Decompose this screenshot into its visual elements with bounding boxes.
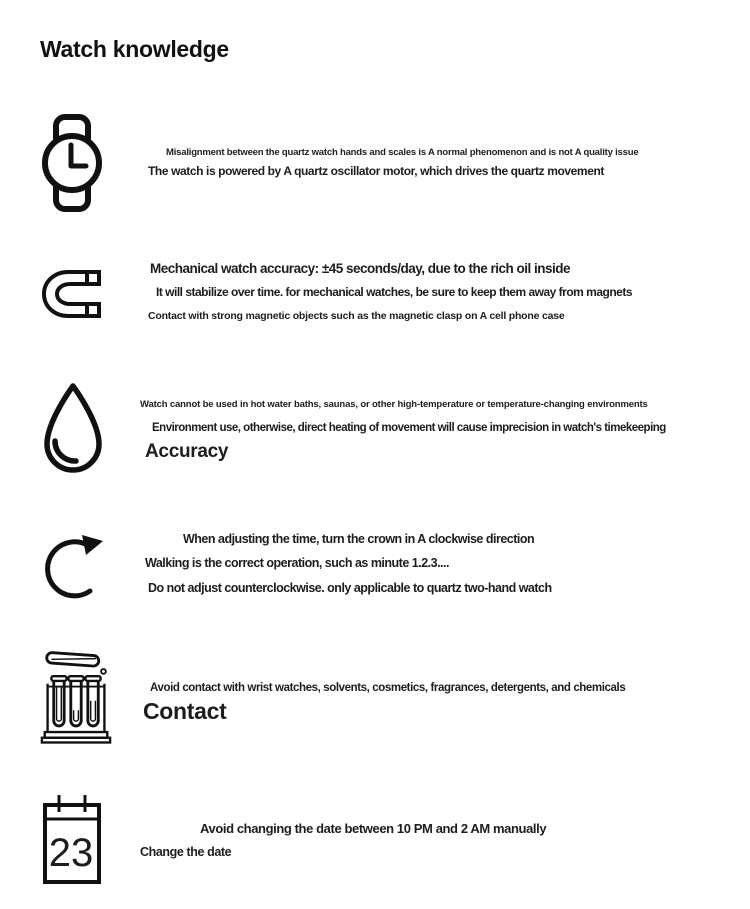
text-line: When adjusting the time, turn the crown in A clockwise direction xyxy=(183,532,535,546)
text-line: Do not adjust counterclockwise. only applicable to quartz two-hand watch xyxy=(148,580,552,595)
text-line: The watch is powered by A quartz oscillator motor, which drives the quartz movement xyxy=(148,163,605,178)
text-line: Change the date xyxy=(140,844,232,859)
section-text xyxy=(140,399,746,463)
section-text xyxy=(140,532,746,596)
calendar-day: 23 xyxy=(48,831,94,875)
text-line: Walking is the correct operation, such as minute 1.2.3.... xyxy=(145,556,449,571)
text-line: Avoid changing the date between 10 PM and 2 AM manually xyxy=(200,821,547,836)
text-line: Avoid contact with wrist watches, solvents, cosmetics, fragrances, detergents, and chemicals xyxy=(150,682,626,694)
text-line: Contact with strong magnetic objects such as the magnetic clasp on A cell phone case xyxy=(148,310,565,323)
section-text xyxy=(140,147,746,178)
text-line: It will stabilize over time. for mechanical watches, be sure to keep them away from magnets xyxy=(156,285,633,300)
section-text xyxy=(140,821,746,860)
section-heading: Accuracy xyxy=(145,440,229,462)
section-text xyxy=(140,681,746,725)
text-line: Watch cannot be used in hot water baths, saunas, or other high-temperature or temperature-changing environments xyxy=(140,399,648,410)
text-line: Environment use, otherwise, direct heating of movement will cause imprecision in watch's timekeeping xyxy=(152,421,666,434)
water-drop-icon xyxy=(40,381,106,480)
section-heading: Contact xyxy=(143,698,227,725)
clockwise-arrow-icon xyxy=(44,527,106,605)
test-tubes-icon xyxy=(40,646,112,748)
magnet-icon xyxy=(40,266,104,322)
text-line: Misalignment between the quartz watch hands and scales is A normal phenomenon and is not A quality issue xyxy=(166,147,639,158)
page-title: Watch knowledge xyxy=(40,36,229,62)
wristwatch-icon xyxy=(40,114,104,212)
text-line: Mechanical watch accuracy: ±45 seconds/day, due to the rich oil inside xyxy=(150,261,571,276)
calendar-icon xyxy=(40,792,104,886)
section-text xyxy=(140,261,746,323)
